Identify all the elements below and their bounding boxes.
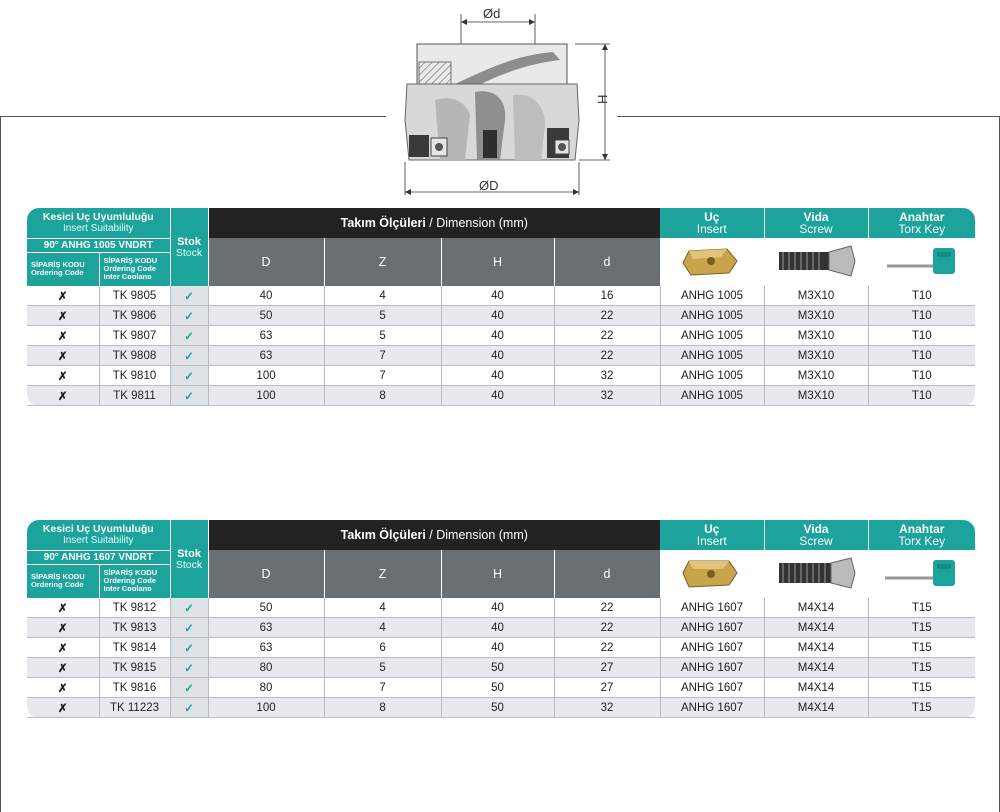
- screw-cell: M3X10: [764, 306, 868, 326]
- coolant-code-cell: TK 9808: [99, 346, 170, 366]
- key-tr: Anahtar: [899, 210, 945, 224]
- insert-cell: ANHG 1607: [660, 638, 764, 658]
- insert-en: Insert: [696, 222, 727, 236]
- insert-cell: ANHG 1005: [660, 366, 764, 386]
- d-cell: 22: [554, 326, 660, 346]
- d-cell: 16: [554, 286, 660, 306]
- ordering-code-coolant-tr: SİPARİŞ KODU: [103, 256, 158, 266]
- screw-cell: M3X10: [764, 366, 868, 386]
- screw-image: [764, 238, 868, 286]
- insert-cell: ANHG 1607: [660, 658, 764, 678]
- table-row: [27, 386, 975, 406]
- key-tr: Anahtar: [899, 522, 945, 536]
- key-header: [868, 208, 975, 238]
- col-Z-header: Z: [324, 550, 441, 598]
- screw-header: [764, 208, 868, 238]
- D-cell: 80: [208, 678, 324, 698]
- insert-cell: ANHG 1607: [660, 678, 764, 698]
- insert-image: [660, 550, 764, 598]
- D-cell: 63: [208, 346, 324, 366]
- screw-image: [764, 550, 868, 598]
- stock-cell: ✓: [170, 306, 208, 326]
- screw-cell: M3X10: [764, 386, 868, 406]
- stock-en: Stock: [175, 246, 203, 259]
- insert-cell: ANHG 1005: [660, 326, 764, 346]
- key-cell: T15: [868, 598, 975, 618]
- screw-cell: M4X14: [764, 618, 868, 638]
- coolant-code-cell: TK 9806: [99, 306, 170, 326]
- col-D-header: D: [208, 238, 324, 286]
- col-d-header: d: [554, 550, 660, 598]
- insert-image: [660, 238, 764, 286]
- torx-key-icon: [877, 554, 967, 592]
- H-cell: 40: [441, 618, 554, 638]
- stock-cell: ✓: [170, 678, 208, 698]
- H-cell: 40: [441, 346, 554, 366]
- Z-cell: 6: [324, 638, 441, 658]
- ordering-code-coolant-header: [99, 252, 170, 286]
- dimension-en: / Dimension (mm): [425, 528, 528, 542]
- stock-header: [170, 520, 208, 598]
- H-cell: 40: [441, 386, 554, 406]
- table-row: [27, 306, 975, 326]
- ordering-code-cell: ✗: [27, 366, 99, 386]
- key-cell: T10: [868, 366, 975, 386]
- d-cell: 22: [554, 598, 660, 618]
- dimension-tr: Takım Ölçüleri: [340, 216, 426, 230]
- stock-cell: ✓: [170, 698, 208, 718]
- stock-tr: Stok: [177, 547, 201, 560]
- table-row: [27, 638, 975, 658]
- cutter-diagram: [395, 0, 620, 205]
- D-cell: 100: [208, 366, 324, 386]
- ordering-code-cell: ✗: [27, 306, 99, 326]
- stock-cell: ✓: [170, 386, 208, 406]
- stock-cell: ✓: [170, 598, 208, 618]
- table-row: [27, 698, 975, 718]
- insert-cell: ANHG 1607: [660, 618, 764, 638]
- ordering-code-cell: ✗: [27, 698, 99, 718]
- D-cell: 63: [208, 618, 324, 638]
- screw-cell: M4X14: [764, 598, 868, 618]
- key-cell: T10: [868, 346, 975, 366]
- insert-suitability-en: Insert Suitability: [62, 222, 134, 234]
- table-row: [27, 286, 975, 306]
- d-cell: 32: [554, 698, 660, 718]
- d-cell: 32: [554, 386, 660, 406]
- insert-tr: Uç: [704, 522, 720, 536]
- H-cell: 40: [441, 306, 554, 326]
- insert-icon: [677, 243, 747, 279]
- stock-cell: ✓: [170, 366, 208, 386]
- Z-cell: 4: [324, 286, 441, 306]
- col-H-header: H: [441, 238, 554, 286]
- screw-tr: Vida: [803, 210, 829, 224]
- insert-en: Insert: [696, 534, 727, 548]
- coolant-code-cell: TK 9814: [99, 638, 170, 658]
- torx-key-icon: [877, 242, 967, 280]
- coolant-code-cell: TK 11223: [99, 698, 170, 718]
- ordering-code-header: [27, 252, 99, 286]
- Z-cell: 5: [324, 658, 441, 678]
- insert-icon: [677, 555, 747, 591]
- ordering-code-tr: SİPARİŞ KODU: [31, 260, 85, 270]
- ordering-code-cell: ✗: [27, 286, 99, 306]
- H-cell: 50: [441, 678, 554, 698]
- d-cell: 32: [554, 366, 660, 386]
- stock-tr: Stok: [177, 235, 201, 248]
- d-cell: 27: [554, 658, 660, 678]
- screw-cell: M3X10: [764, 326, 868, 346]
- product-table-1: [27, 208, 975, 406]
- torx-key-image: [868, 550, 975, 598]
- table-row: [27, 658, 975, 678]
- ordering-code-coolant-header: [99, 564, 170, 598]
- insert-cell: ANHG 1005: [660, 346, 764, 366]
- ordering-code-cell: ✗: [27, 598, 99, 618]
- inter-coolant-label: Inter Coolanᴅ: [103, 272, 152, 282]
- H-cell: 50: [441, 658, 554, 678]
- col-d-header: d: [554, 238, 660, 286]
- key-cell: T10: [868, 326, 975, 346]
- stock-en: Stock: [175, 558, 203, 571]
- Z-cell: 7: [324, 346, 441, 366]
- coolant-code-cell: TK 9807: [99, 326, 170, 346]
- frame-left: [0, 116, 1, 812]
- insert-cell: ANHG 1005: [660, 286, 764, 306]
- key-cell: T10: [868, 286, 975, 306]
- key-cell: T15: [868, 698, 975, 718]
- screw-cell: M4X14: [764, 658, 868, 678]
- D-cell: 63: [208, 638, 324, 658]
- ordering-code-coolant-en: Ordering Code: [103, 576, 157, 586]
- screw-cell: M4X14: [764, 638, 868, 658]
- coolant-code-cell: TK 9815: [99, 658, 170, 678]
- coolant-code-cell: TK 9812: [99, 598, 170, 618]
- insert-cell: ANHG 1607: [660, 598, 764, 618]
- H-cell: 40: [441, 286, 554, 306]
- screw-cell: M4X14: [764, 698, 868, 718]
- screw-header: [764, 520, 868, 550]
- insert-header: [660, 520, 764, 550]
- screw-tr: Vida: [803, 522, 829, 536]
- key-cell: T15: [868, 638, 975, 658]
- D-cell: 63: [208, 326, 324, 346]
- D-cell: 100: [208, 386, 324, 406]
- table-row: [27, 618, 975, 638]
- frame-top-left: [0, 116, 386, 117]
- D-cell: 50: [208, 598, 324, 618]
- ordering-code-cell: ✗: [27, 386, 99, 406]
- screw-en: Screw: [799, 222, 833, 236]
- key-cell: T15: [868, 658, 975, 678]
- ordering-code-coolant-tr: SİPARİŞ KODU: [103, 568, 158, 578]
- d-cell: 22: [554, 306, 660, 326]
- Z-cell: 8: [324, 698, 441, 718]
- ordering-code-cell: ✗: [27, 658, 99, 678]
- Z-cell: 8: [324, 386, 441, 406]
- D-cell: 100: [208, 698, 324, 718]
- ordering-code-cell: ✗: [27, 618, 99, 638]
- key-cell: T10: [868, 306, 975, 326]
- height-h-label: H: [595, 94, 610, 104]
- insert-header: [660, 208, 764, 238]
- ordering-code-tr: SİPARİŞ KODU: [31, 572, 85, 582]
- diameter-d-label: Ød: [483, 6, 501, 21]
- torx-key-image: [868, 238, 975, 286]
- key-cell: T15: [868, 618, 975, 638]
- stock-cell: ✓: [170, 346, 208, 366]
- series-label: 90° ANHG 1005 VNDRT: [27, 238, 170, 252]
- H-cell: 40: [441, 366, 554, 386]
- H-cell: 40: [441, 598, 554, 618]
- D-cell: 40: [208, 286, 324, 306]
- col-D-header: D: [208, 550, 324, 598]
- coolant-code-cell: TK 9810: [99, 366, 170, 386]
- dimension-en: / Dimension (mm): [425, 216, 528, 230]
- ordering-code-en: Ordering Code: [31, 580, 84, 590]
- series-label: 90° ANHG 1607 VNDRT: [27, 550, 170, 564]
- ordering-code-header: [27, 564, 99, 598]
- insert-suitability-header: [27, 208, 170, 238]
- insert-tr: Uç: [704, 210, 720, 224]
- dimension-tr: Takım Ölçüleri: [340, 528, 426, 542]
- table-row: [27, 326, 975, 346]
- d-cell: 22: [554, 638, 660, 658]
- screw-icon: [771, 242, 861, 280]
- Z-cell: 4: [324, 618, 441, 638]
- dimension-header: [208, 208, 660, 238]
- product-table-2: [27, 520, 975, 718]
- ordering-code-cell: ✗: [27, 346, 99, 366]
- D-cell: 50: [208, 306, 324, 326]
- ordering-code-cell: ✗: [27, 638, 99, 658]
- ordering-code-coolant-en: Ordering Code: [103, 264, 157, 274]
- table-row: [27, 366, 975, 386]
- H-cell: 50: [441, 698, 554, 718]
- d-cell: 22: [554, 618, 660, 638]
- screw-icon: [771, 554, 861, 592]
- screw-cell: M3X10: [764, 286, 868, 306]
- screw-cell: M3X10: [764, 346, 868, 366]
- Z-cell: 7: [324, 366, 441, 386]
- stock-cell: ✓: [170, 638, 208, 658]
- dimension-header: [208, 520, 660, 550]
- Z-cell: 4: [324, 598, 441, 618]
- H-cell: 40: [441, 326, 554, 346]
- coolant-code-cell: TK 9811: [99, 386, 170, 406]
- table-row: [27, 598, 975, 618]
- stock-cell: ✓: [170, 618, 208, 638]
- D-cell: 80: [208, 658, 324, 678]
- d-cell: 22: [554, 346, 660, 366]
- inter-coolant-label: Inter Coolanᴅ: [103, 584, 152, 594]
- col-H-header: H: [441, 550, 554, 598]
- key-cell: T15: [868, 678, 975, 698]
- ordering-code-en: Ordering Code: [31, 268, 84, 278]
- milling-cutter-drawing: [395, 0, 620, 205]
- insert-suitability-en: Insert Suitability: [62, 534, 134, 546]
- key-header: [868, 520, 975, 550]
- insert-cell: ANHG 1005: [660, 386, 764, 406]
- coolant-code-cell: TK 9816: [99, 678, 170, 698]
- screw-en: Screw: [799, 534, 833, 548]
- insert-suitability-tr: Kesici Uç Uyumluluğu: [42, 210, 154, 223]
- coolant-code-cell: TK 9805: [99, 286, 170, 306]
- table-row: [27, 678, 975, 698]
- table-row: [27, 346, 975, 366]
- stock-cell: ✓: [170, 286, 208, 306]
- key-en: Torx Key: [898, 534, 946, 548]
- stock-header: [170, 208, 208, 286]
- screw-cell: M4X14: [764, 678, 868, 698]
- insert-suitability-tr: Kesici Uç Uyumluluğu: [42, 522, 154, 535]
- insert-cell: ANHG 1607: [660, 698, 764, 718]
- insert-suitability-header: [27, 520, 170, 550]
- key-en: Torx Key: [898, 222, 946, 236]
- Z-cell: 5: [324, 306, 441, 326]
- frame-top-right: [617, 116, 1000, 117]
- Z-cell: 7: [324, 678, 441, 698]
- insert-cell: ANHG 1005: [660, 306, 764, 326]
- H-cell: 40: [441, 638, 554, 658]
- ordering-code-cell: ✗: [27, 326, 99, 346]
- ordering-code-cell: ✗: [27, 678, 99, 698]
- stock-cell: ✓: [170, 326, 208, 346]
- coolant-code-cell: TK 9813: [99, 618, 170, 638]
- stock-cell: ✓: [170, 658, 208, 678]
- key-cell: T10: [868, 386, 975, 406]
- d-cell: 27: [554, 678, 660, 698]
- Z-cell: 5: [324, 326, 441, 346]
- diameter-D-label: ØD: [479, 178, 499, 193]
- col-Z-header: Z: [324, 238, 441, 286]
